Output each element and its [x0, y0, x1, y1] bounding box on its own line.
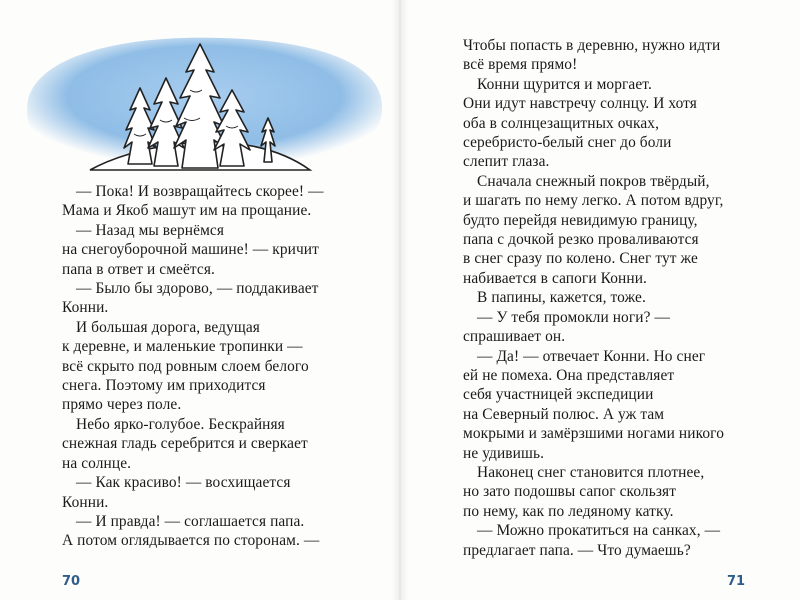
text-line: снежная гладь серебрится и сверкает [62, 435, 308, 453]
text-line: набивается в сапоги Конни. [463, 269, 647, 287]
text-line: В папины, кажется, тоже. [477, 289, 646, 307]
text-line: А потом оглядывается по сторонам. — [62, 532, 320, 550]
text-line: — У тебя промокли ноги? — [477, 308, 670, 326]
text-line: — Пока! И возвращайтесь скорее! — [76, 183, 324, 200]
text-line: Мама и Якоб машут им на прощание. [62, 202, 312, 220]
text-line: оба в солнцезащитных очках, [463, 114, 660, 132]
right-page [400, 0, 800, 600]
text-line: на снегоуборочной машине! — кричит [62, 241, 319, 259]
text-line: Конни. [62, 493, 109, 511]
text-line: по нему, как по ледяному катку. [463, 502, 674, 520]
text-line: будто перейдя невидимую границу, [463, 211, 698, 229]
text-line: Наконец снег становится плотнее, [477, 463, 705, 481]
text-line: папа в ответ и смеётся. [62, 260, 215, 278]
text-line: — Назад мы вернёмся [76, 221, 225, 239]
right-page-text [463, 36, 783, 560]
text-line: к деревне, и маленькие тропинки — [62, 338, 303, 356]
left-page-text [62, 182, 382, 551]
text-line: снега. Поэтому им приходится [62, 377, 266, 395]
text-line: в снег сразу по колено. Снег тут же [463, 250, 698, 268]
text-line: — Как красиво! — восхищается [76, 474, 291, 492]
text-line: но зато подошвы сапог скользят [463, 483, 677, 501]
text-line: Небо ярко-голубое. Бескрайняя [76, 415, 285, 433]
text-line: на Северный полюс. А уж там [463, 405, 665, 423]
page-number-left: 70 [62, 574, 81, 589]
text-line: — И правда! — соглашается папа. [76, 512, 305, 530]
text-line: не удивишь. [463, 444, 545, 462]
text-line: мокрыми и замёрзшими ногами никого [463, 425, 724, 443]
page-number-right: 71 [727, 574, 746, 589]
text-line: И большая дорога, ведущая [76, 318, 260, 336]
text-line: — Было бы здорово, — поддакивает [76, 280, 319, 298]
text-line: Конни. [62, 299, 109, 317]
text-line: всё скрыто под ровным слоем белого [62, 357, 309, 375]
text-line: Чтобы попасть в деревню, нужно идти [463, 37, 721, 54]
text-line: всё время прямо! [463, 56, 578, 74]
book-gutter [392, 0, 408, 600]
text-line: себя участницей экспедиции [463, 386, 654, 404]
text-line: — Да! — отвечает Конни. Но снег [477, 347, 706, 365]
snowy-trees-illustration [20, 30, 388, 180]
text-line: папа с дочкой резко проваливаются [463, 231, 699, 249]
text-line: и шагать по нему легко. А потом вдруг, [463, 192, 724, 210]
text-line: предлагает папа. — Что думаешь? [463, 541, 691, 559]
text-line: — Можно прокатиться на санках, — [477, 522, 721, 540]
text-line: прямо через поле. [62, 396, 182, 414]
text-line: ей не помеха. Она представляет [463, 366, 675, 384]
text-line: слепит глаза. [463, 153, 550, 171]
text-line: Конни щурится и моргает. [477, 75, 652, 93]
text-line: серебристо-белый снег до боли [463, 134, 672, 152]
text-line: спрашивает он. [463, 328, 566, 346]
text-line: на солнце. [62, 454, 132, 472]
text-line: Сначала снежный покров твёрдый, [477, 172, 710, 190]
text-line: Они идут навстречу солнцу. И хотя [463, 95, 697, 113]
